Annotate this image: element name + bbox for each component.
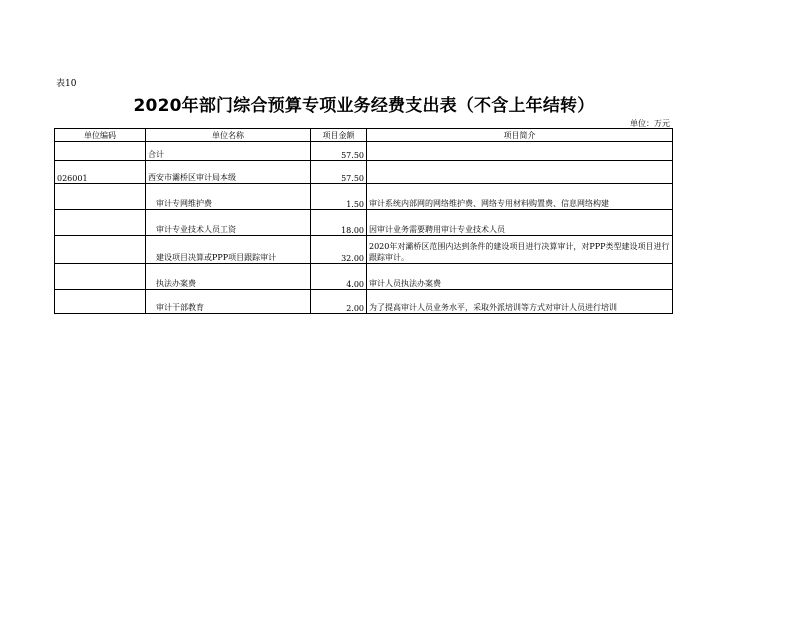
cell-name: 西安市灞桥区审计局本级 [146, 161, 311, 184]
header-intro: 项目简介 [367, 129, 673, 142]
table-row [55, 290, 673, 314]
budget-table [54, 128, 673, 314]
unit-label: 单位：万元 [630, 119, 670, 128]
header-unit-code: 单位编码 [55, 129, 146, 142]
cell-amount: 18.00 [311, 210, 367, 236]
cell-intro: 审计系统内部网的网络维护费、网络专用材料购置费、信息网络构建 [367, 184, 673, 210]
cell-intro [367, 142, 673, 161]
cell-code: 026001 [55, 161, 146, 184]
table-row [55, 184, 673, 210]
cell-code [55, 142, 146, 161]
cell-name: 执法办案费 [146, 264, 311, 290]
cell-amount: 32.00 [311, 236, 367, 264]
cell-amount: 57.50 [311, 161, 367, 184]
table-row [55, 142, 673, 161]
cell-name: 建设项目决算或PPP项目跟踪审计 [146, 236, 311, 264]
page-title: 2020年部门综合预算专项业务经费支出表（不含上年结转） [133, 96, 595, 116]
table-row [55, 264, 673, 290]
cell-amount: 57.50 [311, 142, 367, 161]
cell-code [55, 236, 146, 264]
table-row [55, 161, 673, 184]
header-unit-name: 单位名称 [146, 129, 311, 142]
cell-code [55, 264, 146, 290]
cell-code [55, 184, 146, 210]
cell-intro: 因审计业务需要聘用审计专业技术人员 [367, 210, 673, 236]
table-row [55, 236, 673, 264]
table-number: 表10 [56, 79, 77, 89]
cell-amount: 4.00 [311, 264, 367, 290]
cell-name: 合计 [146, 142, 311, 161]
header-amount: 项目金额 [311, 129, 367, 142]
cell-amount: 1.50 [311, 184, 367, 210]
cell-name: 审计专网维护费 [146, 184, 311, 210]
cell-intro: 为了提高审计人员业务水平，采取外派培训等方式对审计人员进行培训 [367, 290, 673, 314]
cell-amount: 2.00 [311, 290, 367, 314]
cell-code [55, 290, 146, 314]
cell-name: 审计专业技术人员工资 [146, 210, 311, 236]
cell-intro: 2020年对灞桥区范围内达到条件的建设项目进行决算审计，对PPP类型建设项目进行跟踪审计。 [367, 236, 673, 264]
cell-intro [367, 161, 673, 184]
cell-code [55, 210, 146, 236]
cell-name: 审计干部教育 [146, 290, 311, 314]
cell-intro: 审计人员执法办案费 [367, 264, 673, 290]
header-row [55, 129, 673, 142]
table-row [55, 210, 673, 236]
